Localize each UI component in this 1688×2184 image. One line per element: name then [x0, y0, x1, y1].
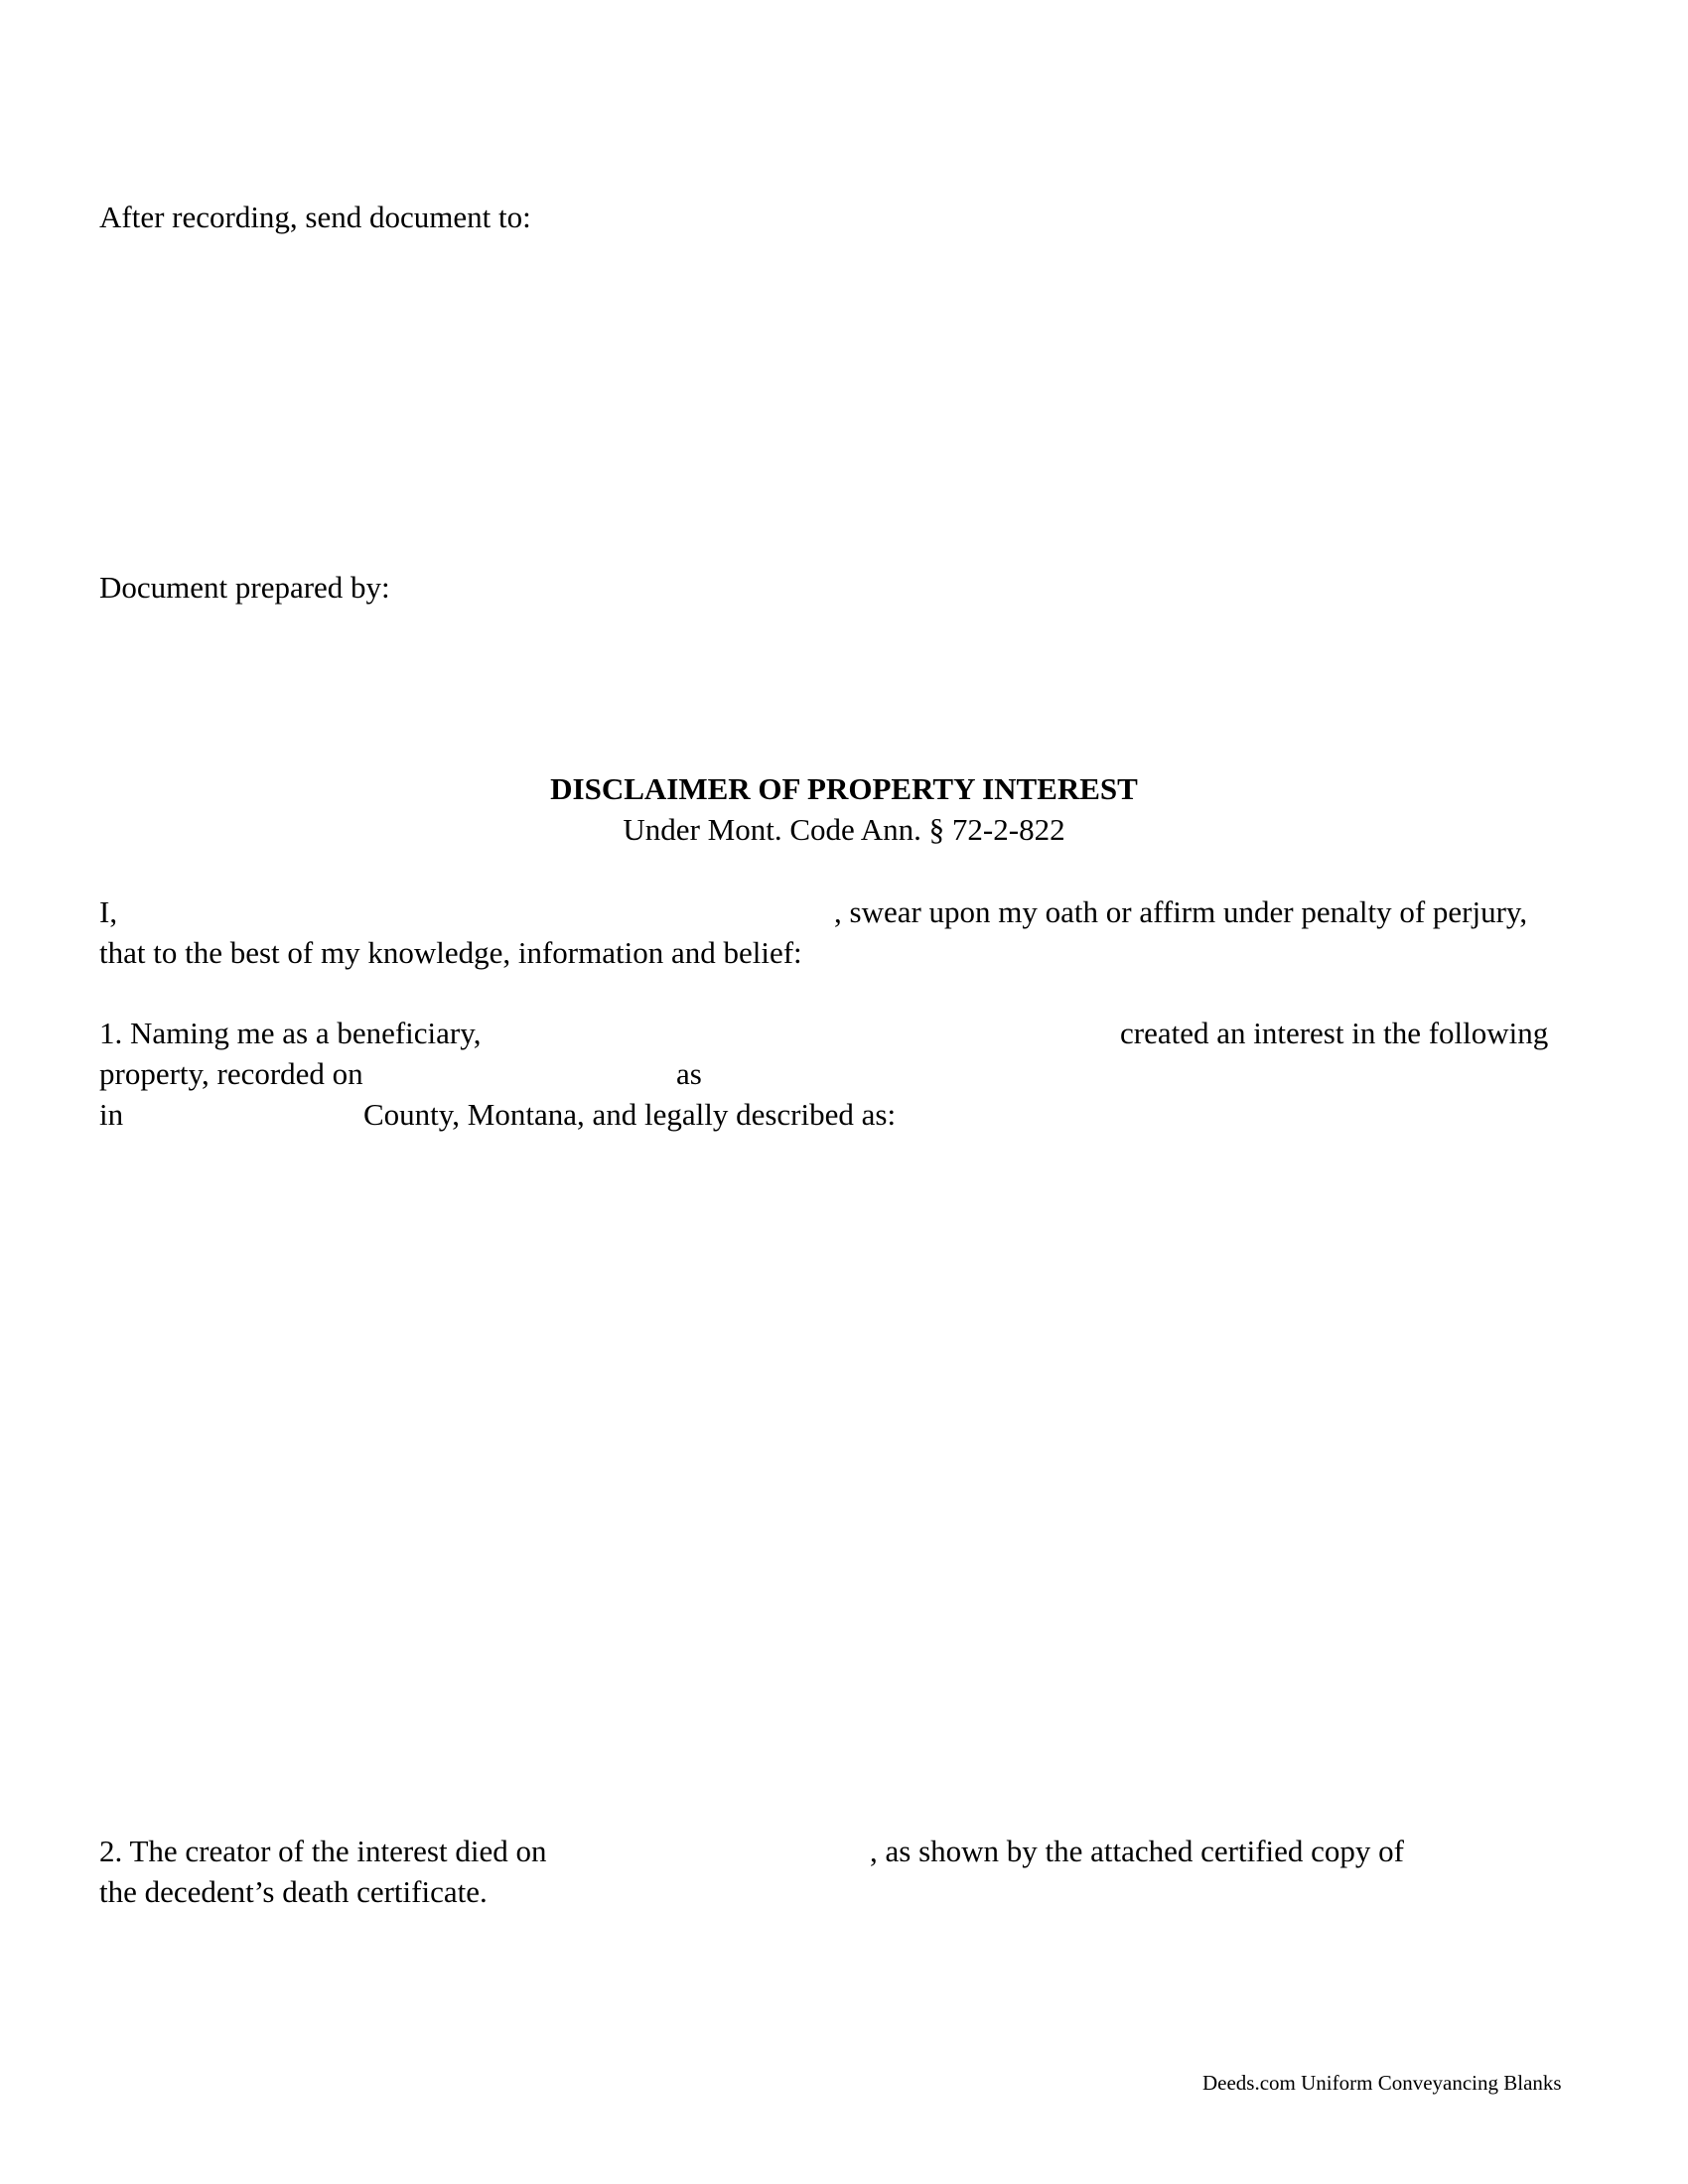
item1-suffix: created an interest in the following — [1120, 1016, 1549, 1050]
item1-county-description: County, Montana, and legally described as: — [363, 1097, 897, 1132]
footer-text: Deeds.com Uniform Conveyancing Blanks — [1202, 2071, 1562, 2095]
return-address-label: After recording, send document to: — [99, 200, 531, 234]
item1-as: as — [676, 1056, 702, 1091]
document-title: DISCLAIMER OF PROPERTY INTEREST — [550, 771, 1138, 806]
prepared-by-label: Document prepared by: — [99, 570, 390, 605]
item2-prefix: 2. The creator of the interest died on — [99, 1834, 547, 1868]
item1-prefix: 1. Naming me as a beneficiary, — [99, 1016, 482, 1050]
intro-line2: that to the best of my knowledge, information and belief: — [99, 935, 802, 970]
item2-suffix: , as shown by the attached certified copy of — [870, 1834, 1405, 1868]
intro-suffix: , swear upon my oath or affirm under penalty of perjury, — [834, 894, 1528, 929]
item1-recorded-on: property, recorded on — [99, 1056, 363, 1091]
document-subtitle: Under Mont. Code Ann. § 72-2-822 — [623, 812, 1065, 847]
intro-prefix: I, — [99, 894, 118, 929]
item1-in: in — [99, 1097, 124, 1132]
item2-line2: the decedent’s death certificate. — [99, 1874, 488, 1909]
